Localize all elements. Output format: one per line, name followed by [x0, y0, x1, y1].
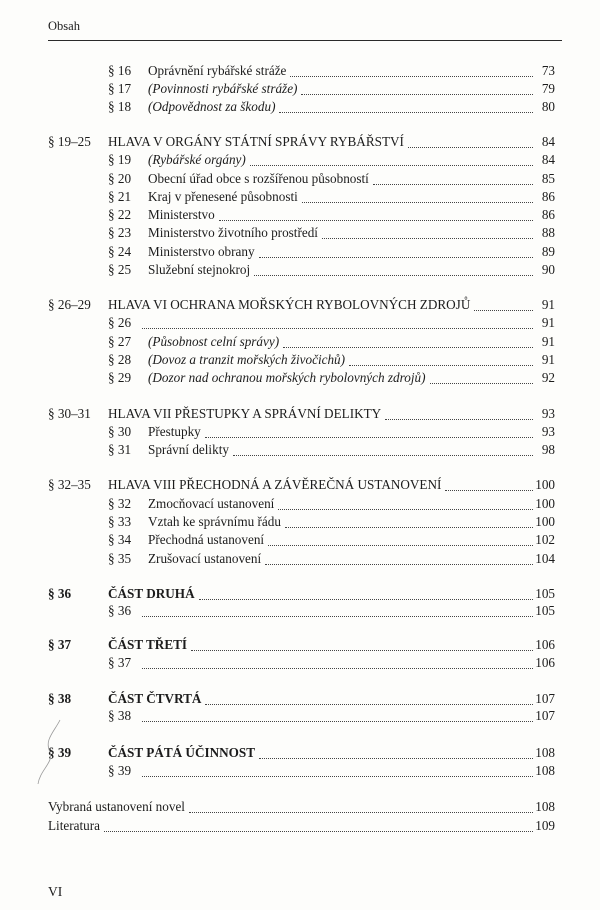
- toc-entry[interactable]: [148, 550, 555, 568]
- toc-row: [0, 170, 600, 188]
- toc-entry[interactable]: [108, 296, 555, 314]
- toc-entry[interactable]: [138, 654, 555, 672]
- toc-page-number: 84: [541, 134, 555, 149]
- toc-entry-title: (Odpovědnost za škodu): [148, 99, 276, 114]
- toc-entry[interactable]: [148, 423, 555, 441]
- toc-page-number: 98: [541, 442, 555, 457]
- toc-page-number: 91: [541, 352, 555, 367]
- page-number: VI: [48, 884, 63, 899]
- toc-row: [0, 98, 600, 116]
- toc-leader-dots: [349, 365, 533, 366]
- toc-entry-title: HLAVA VII PŘESTUPKY A SPRÁVNÍ DELIKTY: [108, 406, 382, 421]
- toc-page-number: 108: [535, 745, 555, 760]
- toc-entry-title: Přechodná ustanovení: [148, 532, 265, 547]
- toc-entry[interactable]: [148, 80, 555, 98]
- toc-entry[interactable]: [48, 817, 555, 835]
- toc-entry-title: (Dovoz a tranzit mořských živočichů): [148, 352, 346, 367]
- toc-page-number: 105: [535, 603, 555, 618]
- toc-leader-dots: [278, 509, 533, 510]
- toc-entry[interactable]: [108, 476, 555, 494]
- toc-section-number: § 24: [108, 244, 132, 259]
- toc-page-number: 93: [541, 424, 555, 439]
- toc-section-number: § 20: [108, 171, 132, 186]
- toc-entry-title: (Působnost celní správy): [148, 334, 280, 349]
- toc-entry[interactable]: [108, 585, 555, 603]
- toc-section-number: § 32: [108, 496, 132, 511]
- toc-section-number: § 27: [108, 334, 132, 349]
- toc-row: [0, 188, 600, 206]
- toc-entry-title: Kraj v přenesené působnosti: [148, 189, 298, 204]
- toc-leader-dots: [142, 616, 533, 617]
- toc-section-number: § 19–25: [48, 134, 91, 149]
- toc-section-number: § 33: [108, 514, 132, 529]
- toc-row: [0, 405, 600, 423]
- toc-leader-dots: [142, 668, 533, 669]
- toc-page-number: 100: [535, 514, 555, 529]
- toc-entry[interactable]: [138, 707, 555, 725]
- toc-section-number: § 35: [108, 551, 132, 566]
- toc-leader-dots: [302, 202, 533, 203]
- toc-leader-dots: [268, 545, 533, 546]
- toc-entry-title: Obecní úřad obce s rozšířenou působností: [148, 171, 369, 186]
- toc-entry[interactable]: [148, 333, 555, 351]
- toc-entry[interactable]: [48, 798, 555, 816]
- toc-page-number: 109: [535, 818, 555, 833]
- toc-section-number: § 31: [108, 442, 132, 457]
- toc-entry[interactable]: [108, 744, 555, 762]
- toc-page-number: 91: [541, 315, 555, 330]
- toc-leader-dots: [191, 650, 533, 651]
- toc-page-number: 105: [535, 586, 555, 601]
- toc-page-number: 100: [535, 496, 555, 511]
- toc-row: [0, 762, 600, 780]
- toc-section-number: § 30: [108, 424, 132, 439]
- toc-section-number: § 37: [48, 637, 72, 652]
- toc-row: [0, 261, 600, 279]
- toc-section-number: § 36: [48, 586, 72, 601]
- toc-section-number: § 38: [108, 708, 132, 723]
- toc-leader-dots: [219, 220, 533, 221]
- toc-section-number: § 19: [108, 152, 132, 167]
- toc-entry-title: HLAVA V ORGÁNY STÁTNÍ SPRÁVY RYBÁŘSTVÍ: [108, 134, 404, 149]
- toc-row: [0, 476, 600, 494]
- toc-row: [0, 513, 600, 531]
- toc-row: [0, 80, 600, 98]
- header-title: Obsah: [48, 19, 80, 33]
- toc-entry-title: Přestupky: [148, 424, 201, 439]
- toc-page-number: 73: [541, 63, 555, 78]
- toc-section-number: § 16: [108, 63, 132, 78]
- toc-leader-dots: [259, 758, 533, 759]
- toc-entry[interactable]: [148, 206, 555, 224]
- toc-row: [0, 423, 600, 441]
- toc-leader-dots: [373, 184, 533, 185]
- toc-leader-dots: [265, 564, 533, 565]
- toc-row: [0, 585, 600, 603]
- toc-row: [0, 602, 600, 620]
- toc-row: [0, 495, 600, 513]
- toc-entry-title: (Dozor nad ochranou mořských rybolovných zdrojů): [148, 370, 426, 385]
- toc-row: [0, 62, 600, 80]
- toc-entry[interactable]: [148, 188, 555, 206]
- toc-leader-dots: [430, 383, 533, 384]
- toc-leader-dots: [254, 275, 533, 276]
- toc-section-number: § 26: [108, 315, 132, 330]
- toc-page-number: 90: [541, 262, 555, 277]
- toc-leader-dots: [205, 437, 533, 438]
- toc-row: [0, 636, 600, 654]
- toc-entry-title: Vybraná ustanovení novel: [48, 799, 185, 814]
- toc-row: [0, 707, 600, 725]
- toc-page-number: 107: [535, 691, 555, 706]
- toc-entry[interactable]: [148, 261, 555, 279]
- toc-row: [0, 798, 600, 816]
- toc-leader-dots: [104, 831, 533, 832]
- toc-section-number: § 38: [48, 691, 72, 706]
- toc-row: [0, 151, 600, 169]
- toc-page-number: 85: [541, 171, 555, 186]
- toc-row: [0, 243, 600, 261]
- toc-row: [0, 690, 600, 708]
- toc-entry-title: HLAVA VIII PŘECHODNÁ A ZÁVĚREČNÁ USTANOVENÍ: [108, 477, 442, 492]
- toc-page-number: 92: [541, 370, 555, 385]
- toc-page-number: 100: [535, 477, 555, 492]
- toc-leader-dots: [142, 721, 533, 722]
- toc-section-number: § 32–35: [48, 477, 91, 492]
- toc-section-number: § 21: [108, 189, 132, 204]
- toc-leader-dots: [259, 257, 533, 258]
- toc-entry-title: Ministerstvo životního prostředí: [148, 225, 318, 240]
- toc-leader-dots: [474, 310, 533, 311]
- toc-entry-title: ČÁST PÁTÁ ÚČINNOST: [108, 745, 256, 760]
- toc-entry[interactable]: [148, 243, 555, 261]
- toc-leader-dots: [199, 599, 533, 600]
- toc-section-number: § 29: [108, 370, 132, 385]
- toc-entry[interactable]: [138, 762, 555, 780]
- toc-page-number: 102: [535, 532, 555, 547]
- toc-page-number: 93: [541, 406, 555, 421]
- toc-row: [0, 333, 600, 351]
- toc-row: [0, 441, 600, 459]
- toc-section-number: § 34: [108, 532, 132, 547]
- toc-section-number: § 17: [108, 81, 132, 96]
- toc-leader-dots: [250, 165, 533, 166]
- toc-section-number: § 28: [108, 352, 132, 367]
- toc-entry[interactable]: [148, 531, 555, 549]
- toc-entry-title: Zrušovací ustanovení: [148, 551, 262, 566]
- toc-entry[interactable]: [148, 151, 555, 169]
- toc-leader-dots: [285, 527, 533, 528]
- toc-section-number: § 39: [108, 763, 132, 778]
- toc-leader-dots: [385, 419, 533, 420]
- toc-page-number: 108: [535, 799, 555, 814]
- toc-row: [0, 224, 600, 242]
- toc-leader-dots: [322, 238, 533, 239]
- toc-leader-dots: [408, 147, 533, 148]
- toc-entry-title: (Rybářské orgány): [148, 152, 246, 167]
- toc-entry[interactable]: [138, 602, 555, 620]
- toc-page-number: 86: [541, 189, 555, 204]
- toc-entry[interactable]: [108, 636, 555, 654]
- toc-row: [0, 314, 600, 332]
- toc-row: [0, 817, 600, 835]
- toc-entry-title: Zmocňovací ustanovení: [148, 496, 275, 511]
- toc-page-number: 104: [535, 551, 555, 566]
- toc-entry-title: ČÁST TŘETÍ: [108, 637, 188, 652]
- toc-row: [0, 133, 600, 151]
- toc-leader-dots: [279, 112, 533, 113]
- toc-section-number: § 37: [108, 655, 132, 670]
- toc-section-number: § 22: [108, 207, 132, 222]
- toc-entry[interactable]: [148, 495, 555, 513]
- toc-leader-dots: [205, 704, 533, 705]
- toc-entry[interactable]: [148, 224, 555, 242]
- toc-page-number: 107: [535, 708, 555, 723]
- toc-row: [0, 744, 600, 762]
- toc-row: [0, 206, 600, 224]
- toc-page-number: 79: [541, 81, 555, 96]
- toc-entry-title: ČÁST ČTVRTÁ: [108, 691, 202, 706]
- pencil-mark: [32, 718, 72, 788]
- toc-entry-title: Služební stejnokroj: [148, 262, 251, 277]
- toc-entry-title: Ministerstvo: [148, 207, 215, 222]
- toc-page-number: 86: [541, 207, 555, 222]
- toc-section-number: § 23: [108, 225, 132, 240]
- toc-row: [0, 351, 600, 369]
- toc-entry-title: HLAVA VI OCHRANA MOŘSKÝCH RYBOLOVNÝCH ZDROJŮ: [108, 297, 471, 312]
- toc-page-number: 108: [535, 763, 555, 778]
- toc-entry[interactable]: [138, 314, 555, 332]
- toc-entry[interactable]: [108, 133, 555, 151]
- toc-page-number: 106: [535, 637, 555, 652]
- toc-page-number: 84: [541, 152, 555, 167]
- toc-section-number: § 18: [108, 99, 132, 114]
- toc-entry-title: (Povinnosti rybářské stráže): [148, 81, 298, 96]
- toc-row: [0, 296, 600, 314]
- toc-page-number: 80: [541, 99, 555, 114]
- toc-leader-dots: [445, 490, 533, 491]
- toc-row: [0, 369, 600, 387]
- toc-entry[interactable]: [108, 405, 555, 423]
- toc-row: [0, 531, 600, 549]
- toc-section-number: § 39: [48, 745, 72, 760]
- toc-entry[interactable]: [148, 513, 555, 531]
- toc-entry-title: ČÁST DRUHÁ: [108, 586, 195, 601]
- toc-leader-dots: [142, 776, 533, 777]
- toc-entry[interactable]: [148, 170, 555, 188]
- toc-page-number: 88: [541, 225, 555, 240]
- toc-page-number: 91: [541, 297, 555, 312]
- toc-entry[interactable]: [148, 62, 555, 80]
- toc-section-number: § 36: [108, 603, 132, 618]
- toc-section-number: § 30–31: [48, 406, 91, 421]
- running-header: [48, 16, 562, 41]
- toc-row: [0, 654, 600, 672]
- toc-entry-title: Literatura: [48, 818, 100, 833]
- toc-section-number: § 26–29: [48, 297, 91, 312]
- toc-section-number: § 25: [108, 262, 132, 277]
- toc-leader-dots: [189, 812, 533, 813]
- toc-entry[interactable]: [148, 351, 555, 369]
- toc-leader-dots: [233, 455, 533, 456]
- toc-entry[interactable]: [148, 441, 555, 459]
- toc-leader-dots: [142, 328, 533, 329]
- toc-leader-dots: [290, 76, 533, 77]
- toc-entry-title: Ministerstvo obrany: [148, 244, 255, 259]
- toc-page-number: 106: [535, 655, 555, 670]
- toc-entry-title: Správní delikty: [148, 442, 229, 457]
- toc-entry-title: Vztah ke správnímu řádu: [148, 514, 281, 529]
- toc-entry-title: Oprávnění rybářské stráže: [148, 63, 287, 78]
- toc-page-number: 91: [541, 334, 555, 349]
- toc-leader-dots: [283, 347, 533, 348]
- toc-leader-dots: [301, 94, 533, 95]
- toc-entry[interactable]: [148, 369, 555, 387]
- toc-entry[interactable]: [108, 690, 555, 708]
- toc-page-number: 89: [541, 244, 555, 259]
- toc-entry[interactable]: [148, 98, 555, 116]
- toc-row: [0, 550, 600, 568]
